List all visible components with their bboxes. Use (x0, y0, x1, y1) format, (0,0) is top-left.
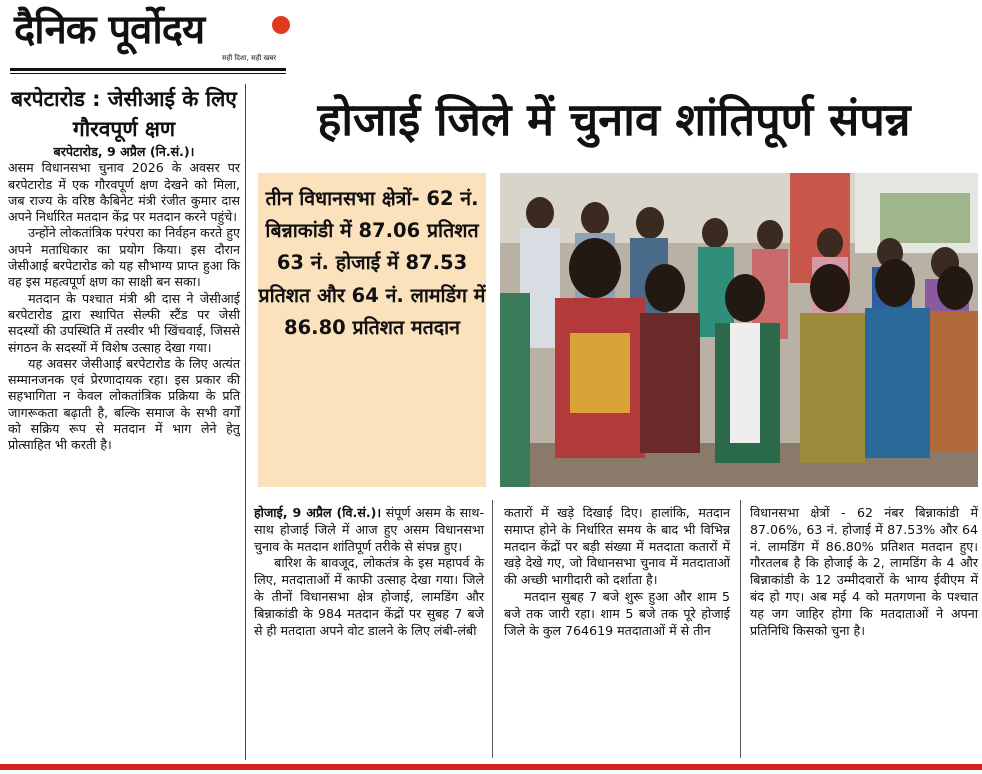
left-story (8, 84, 240, 764)
voters-queue-photo (500, 173, 978, 487)
masthead-rule (10, 68, 286, 71)
newspaper-name: दैनिक पूर्वोदय (14, 7, 205, 53)
masthead-logo (14, 6, 286, 62)
column-divider (740, 500, 741, 758)
masthead-rule-thin (10, 73, 286, 74)
main-story-text: संपूर्ण असम के साथ-साथ होजाई जिले में आज हुए असम विधानसभा चुनाव के मतदान शांतिपूर्ण तरीके से संपन्न हुए। (254, 505, 484, 554)
column-divider (492, 500, 493, 758)
left-story-paragraph: मतदान के पश्चात मंत्री श्री दास ने जेसीआई बरपेटारोड द्वारा स्थापित सेल्फी स्टैंड पर जेसी सदस्यों की उपस्थिति में तस्वीर भी खिंचवाई, जिससे संगठन के सदस्यों में विशेष उत्साह देखा गया। (8, 290, 240, 355)
main-story-paragraph (254, 505, 484, 555)
page-bottom-rule (0, 764, 982, 770)
highlight-box (258, 173, 486, 487)
left-story-paragraph: असम विधानसभा चुनाव 2026 के अवसर पर बरपेटारोड में एक गौरवपूर्ण क्षण देखने को मिला, जब राज्य के वरिष्ठ कैबिनेट मंत्री रंजीत कुमार दास अपने निर्धारित मतदान केंद्र पर मतदान करने पहुंचे। (8, 160, 240, 225)
main-story-paragraph: बारिश के बावजूद, लोकतंत्र के इस महापर्व के लिए, मतदाताओं में काफी उत्साह देखा गया। जिले के तीनों विधानसभा क्षेत्र होजाई, लामडिंग और बिन्नाकांडी के 984 मतदान केंद्रों पर सुबह 7 बजे से ही मतदाता अपने वोट डालने के लिए लंबी-लंबी (254, 555, 484, 638)
main-story-column-3 (750, 505, 978, 755)
left-story-dateline: बरपेटारोड, 9 अप्रैल (नि.सं.)। (53, 144, 195, 159)
left-story-headline: बरपेटारोड : जेसीआई के लिए गौरवपूर्ण क्षण (11, 87, 237, 141)
newspaper-tagline: सही दिशा, सही खबर (222, 54, 277, 62)
main-story-paragraph: मतदान सुबह 7 बजे शुरू हुआ और शाम 5 बजे तक जारी रहा। शाम 5 बजे तक पूरे होजाई जिले के कुल 764619 मतदाताओं में से तीन (504, 588, 730, 638)
main-headline: होजाई जिले में चुनाव शांतिपूर्ण संपन्न (317, 93, 911, 146)
column-divider (245, 84, 246, 760)
logo-sun-dot (272, 16, 290, 34)
left-story-paragraph: उन्होंने लोकतांत्रिक परंपरा का निर्वहन करते हुए अपने मताधिकार का प्रयोग किया। इस दौरान जेसीआई बरपेटारोड को यह सौभाग्य प्राप्त हुआ कि वह इस महत्वपूर्ण क्षण का साक्षी बन सका। (8, 225, 240, 290)
main-story-column-1 (254, 505, 484, 755)
main-story-paragraph: विधानसभा क्षेत्रों - 62 नंबर बिन्नाकांडी में 87.06%, 63 नं. होजाई में 87.53% और 64 नं. लामडिंग में 86.80% प्रतिशत मतदान हुए। गौरतलब है कि होजाई के 2, लामडिंग के 4 और बिन्नाकांडी के 12 उम्मीदवारों के भाग्य ईवीएम में बंद हो गए। अब मई 4 को मतगणना के पश्चात यह जग जाहिर होगा कि मतदाताओं ने अपना प्रतिनिधि किसको चुना है। (750, 505, 978, 638)
highlight-text: तीन विधानसभा क्षेत्रों- 62 नं. बिन्नाकांडी में 87.06 प्रतिशत 63 नं. होजाई में 87.53 प्रतिशत और 64 नं. लामडिंग में 86.80 प्रतिशत मतदान (258, 187, 486, 339)
main-story-column-2 (504, 505, 730, 755)
main-story-dateline: होजाई, 9 अप्रैल (वि.सं.)। (254, 505, 382, 520)
left-story-paragraph: यह अवसर जेसीआई बरपेटारोड के लिए अत्यंत सम्मानजनक एवं प्रेरणादायक रहा। इस प्रकार की सहभागिता न केवल लोकतांत्रिक प्रक्रिया के प्रति जागरूकता बढ़ाती है, बल्कि समाज के सभी वर्गों को सक्रिय रूप से मतदान में भाग लेने हेतु प्रोत्साहित भी करती है। (8, 355, 240, 453)
main-story-paragraph: कतारों में खड़े दिखाई दिए। हालांकि, मतदान समाप्त होने के निर्धारित समय के बाद भी विभिन्न मतदान केंद्रों पर बड़ी संख्या में मतदाता कतारों में खड़े देखे गए, जो विधानसभा चुनाव में मतदाताओं की अच्छी भागीदारी को दर्शाता है। (504, 505, 730, 588)
